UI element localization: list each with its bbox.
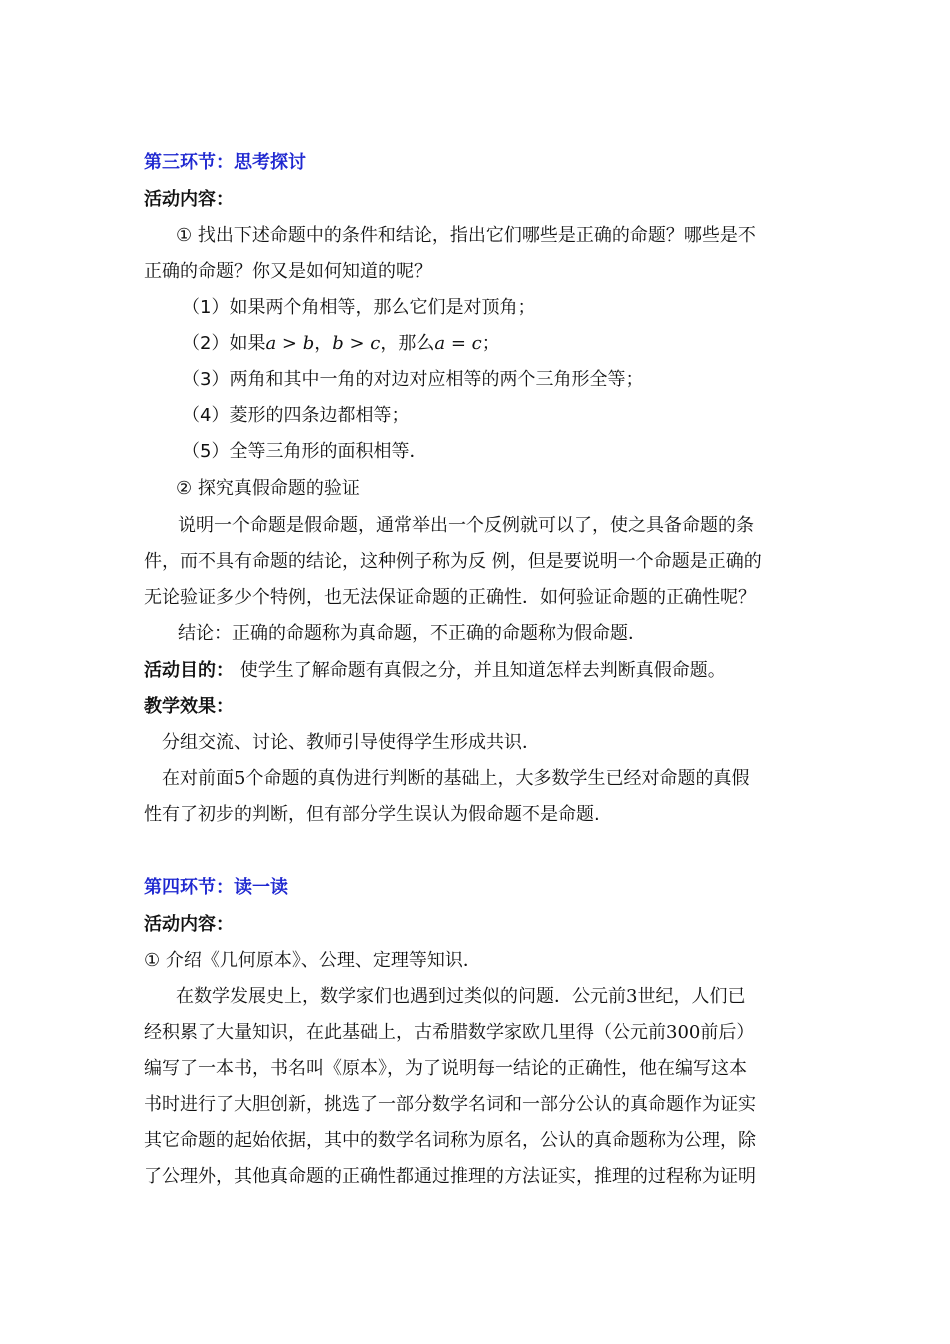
effect-line2 bbox=[162, 767, 749, 791]
history-line6: 了公理外，其他真命题的正确性都通过推理的方法证实，推理的过程称为证明 bbox=[144, 1166, 756, 1187]
math-expr-b-gt-c: b > c bbox=[332, 333, 381, 354]
section4-content-label: 活动内容： bbox=[144, 914, 234, 935]
para1-line2: 件，而不具有命题的结论，这种例子称为反 例，但是要说明一个命题是正确的 bbox=[144, 551, 762, 572]
math-expr-a-gt-b: a > b bbox=[265, 333, 315, 354]
history-line2-b: 前后） bbox=[700, 1022, 755, 1043]
history-line2-a: 经积累了大量知识，在此基础上，古希腊数学家欧几里得（公元前 bbox=[144, 1022, 666, 1043]
list-item-2-sep: ， bbox=[314, 333, 333, 354]
effect-line2-a: 在对前面 bbox=[162, 768, 234, 789]
effect-line2-num: 5 bbox=[234, 768, 246, 789]
question1-line2: 正确的命题？你又是如何知道的呢？ bbox=[144, 261, 432, 282]
list-item-2-prefix: （2）如果 bbox=[182, 333, 266, 354]
history-line1 bbox=[176, 985, 745, 1009]
history-line2-num: 300 bbox=[666, 1022, 701, 1043]
list-item-5: （5）全等三角形的面积相等． bbox=[182, 441, 428, 462]
conclusion: 结论：正确的命题称为真命题，不正确的命题称为假命题． bbox=[178, 623, 646, 644]
history-line2 bbox=[144, 1021, 754, 1045]
question2: ② 探究真假命题的验证 bbox=[176, 478, 360, 499]
list-item-2 bbox=[182, 332, 500, 356]
purpose-line bbox=[144, 659, 726, 683]
history-line1-a: 在数学发展史上，数学家们也遇到过类似的问题．公元前 bbox=[176, 986, 626, 1007]
section4-heading: 第四环节：读一读 bbox=[144, 877, 288, 898]
effect-line3: 性有了初步的判断，但有部分学生误认为假命题不是命题. bbox=[144, 804, 600, 825]
effect-line1: 分组交流、讨论、教师引导使得学生形成共识． bbox=[162, 732, 540, 753]
list-item-3: （3）两角和其中一角的对边对应相等的两个三角形全等； bbox=[182, 369, 644, 390]
section3-heading: 第三环节：思考探讨 bbox=[144, 152, 306, 173]
history-line3: 编写了一本书，书名叫《原本》，为了说明每一结论的正确性，他在编写这本 bbox=[144, 1058, 747, 1079]
para1-line1: 说明一个命题是假命题，通常举出一个反例就可以了，使之具备命题的条 bbox=[178, 515, 754, 536]
list-item-1: （1）如果两个角相等，那么它们是对顶角； bbox=[182, 297, 536, 318]
list-item-2-end: ； bbox=[481, 333, 500, 354]
section3-content-label: 活动内容： bbox=[144, 189, 234, 210]
history-line4: 书时进行了大胆创新，挑选了一部分数学名词和一部分公认的真命题作为证实 bbox=[144, 1094, 756, 1115]
purpose-text: 使学生了解命题有真假之分，并且知道怎样去判断真假命题。 bbox=[234, 660, 726, 681]
para1-line3: 无论验证多少个特例，也无法保证命题的正确性．如何验证命题的正确性呢？ bbox=[144, 587, 756, 608]
history-line5: 其它命题的起始依据，其中的数学名词称为原名，公认的真命题称为公理，除 bbox=[144, 1130, 756, 1151]
math-expr-a-eq-c: a = c bbox=[434, 333, 482, 354]
history-line1-b: 世纪，人们已 bbox=[637, 986, 746, 1007]
question1-line1: ① 找出下述命题中的条件和结论，指出它们哪些是正确的命题？哪些是不 bbox=[176, 225, 756, 246]
purpose-label: 活动目的： bbox=[144, 660, 234, 681]
section4-intro: ① 介绍《几何原本》、公理、定理等知识． bbox=[144, 950, 481, 971]
effect-line2-b: 个命题的真伪进行判断的基础上，大多数学生已经对命题的真假 bbox=[245, 768, 750, 789]
list-item-4: （4）菱形的四条边都相等； bbox=[182, 405, 410, 426]
history-line1-num: 3 bbox=[626, 986, 638, 1007]
list-item-2-mid: ，那么 bbox=[380, 333, 435, 354]
effect-label: 教学效果： bbox=[144, 696, 234, 717]
